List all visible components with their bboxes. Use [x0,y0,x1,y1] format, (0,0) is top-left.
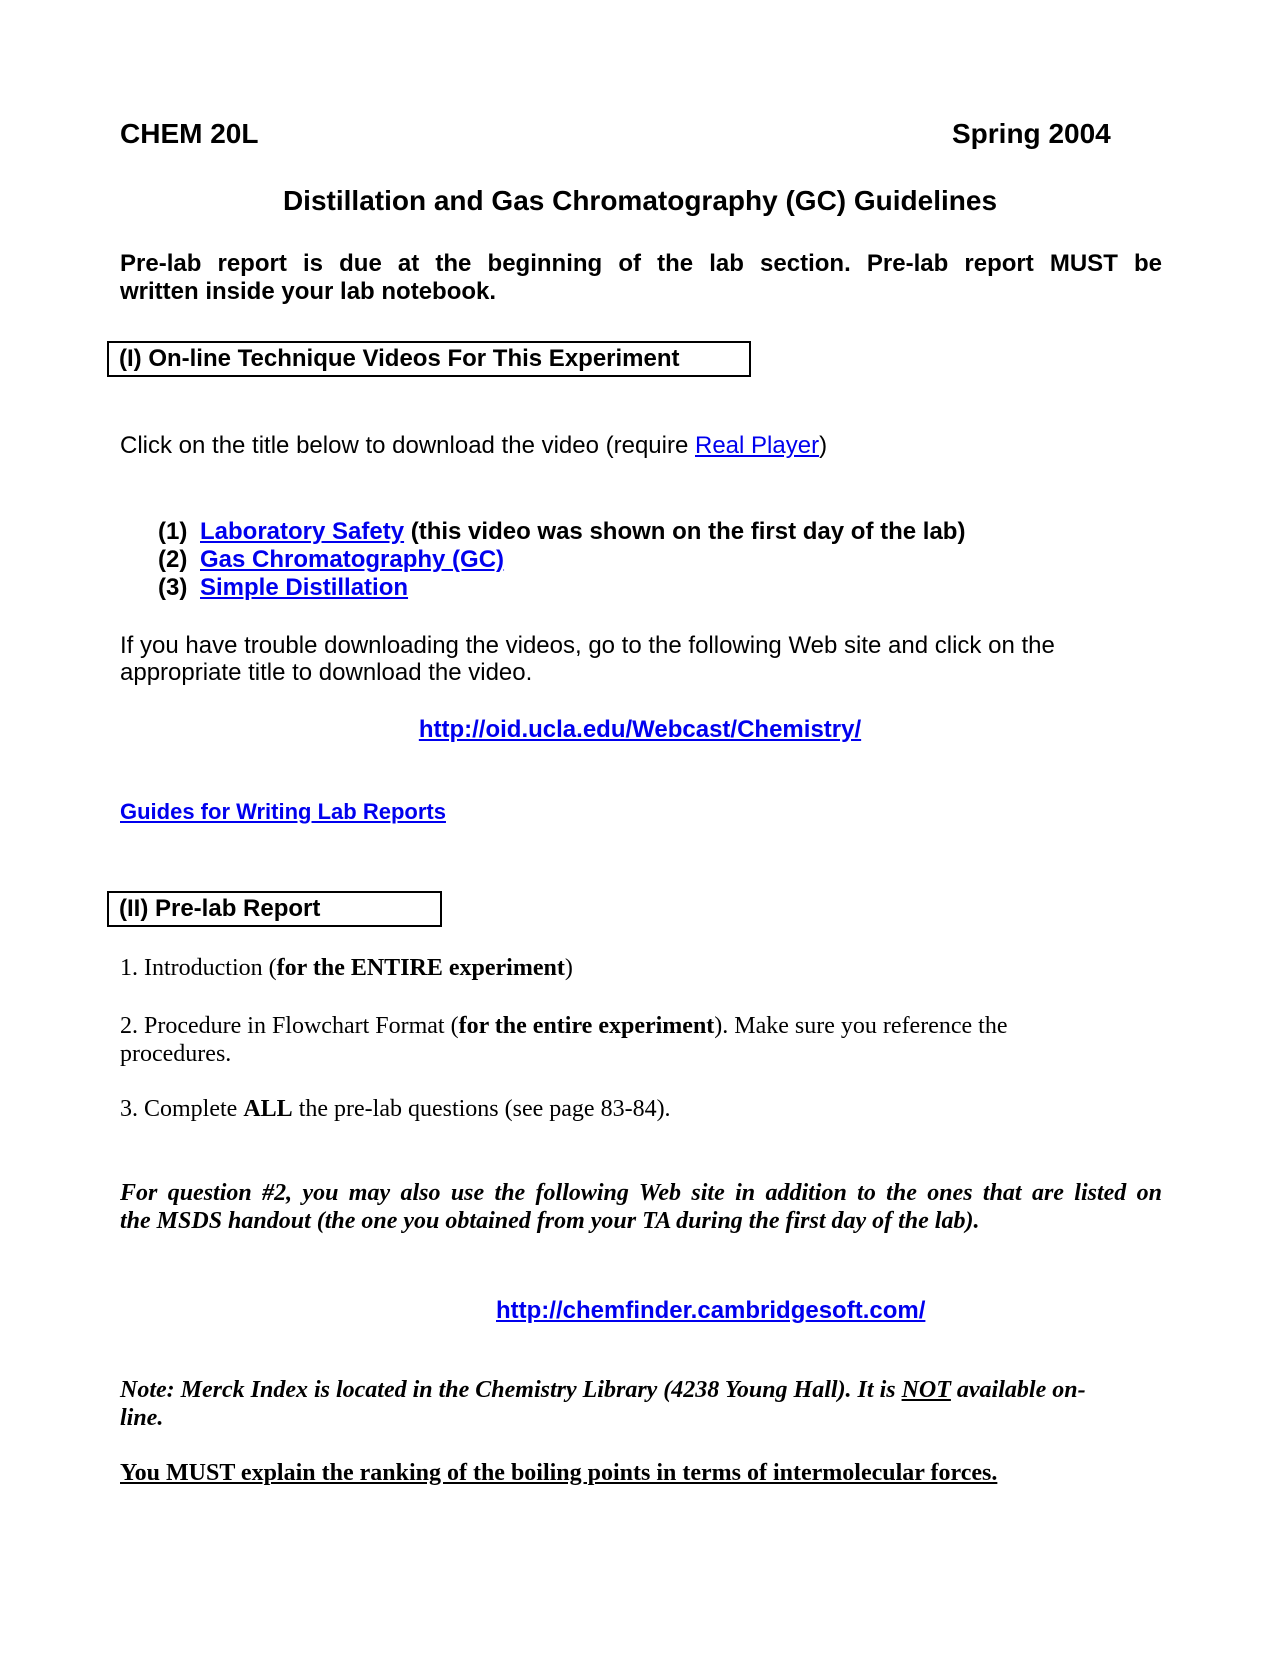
item-2-suffix: ). Make sure you reference the [714,1013,1008,1039]
list-item [158,574,965,602]
list-item [158,546,965,574]
instruction-suffix: ) [819,432,828,459]
item-1-prefix: 1. Introduction ( [120,955,277,981]
section-2-heading-text: (II) Pre-lab Report [119,895,321,922]
merck-suffix: available on- [950,1377,1086,1403]
chemfinder-url-line [496,1297,925,1325]
webcast-url-line [0,716,1280,744]
webcast-url-link[interactable]: http://oid.ucla.edu/Webcast/Chemistry/ [418,716,862,743]
trouble-text [120,632,1055,686]
guides-line [120,799,446,825]
laboratory-safety-link[interactable]: Laboratory Safety [200,518,405,545]
video-number: (3) [158,574,188,601]
intro-line-2: written inside your lab notebook. [120,278,497,305]
term: Spring 2004 [952,118,1111,149]
trouble-line-1: If you have trouble downloading the videos, go to the following Web site and click on the [120,632,1055,659]
list-item [158,518,965,546]
section-1-heading-text: (I) On-line Technique Videos For This Experiment [119,345,680,372]
video-number: (1) [158,518,188,545]
simple-distillation-link[interactable]: Simple Distillation [200,574,409,601]
trouble-line-2: appropriate title to download the video. [120,659,533,686]
section-1-heading [107,341,751,377]
item-1-bold: for the ENTIRE experiment [276,955,565,981]
prelab-item-1 [120,955,573,982]
item-2-line-2: procedures. [120,1041,232,1067]
guides-for-writing-lab-reports-link[interactable]: Guides for Writing Lab Reports [120,799,446,824]
item-1-suffix: ) [564,955,573,981]
merck-prefix: Note: Merck Index is located in the Chemistry Library (4238 Young Hall). It is [120,1377,902,1403]
question-2-note [120,1179,1162,1235]
item-3-suffix: the pre-lab questions (see page 83-84). [292,1096,671,1122]
item-3-prefix: 3. Complete [120,1096,244,1122]
question-note-line-1: For question #2, you may also use the following Web site in addition to the ones that are listed on [120,1180,1162,1206]
merck-line-2: line. [120,1405,164,1431]
section-2-heading [107,891,442,927]
instruction-prefix: Click on the title below to download the video (require [120,432,695,459]
chemfinder-url-link[interactable]: http://chemfinder.cambridgesoft.com/ [496,1297,926,1324]
item-2-bold: for the entire experiment [458,1013,715,1039]
merck-line-1 [120,1376,1180,1404]
item-3-bold: ALL [243,1096,293,1122]
prelab-item-2 [120,1012,1007,1068]
video-list [158,518,965,602]
item-2-prefix: 2. Procedure in Flowchart Format ( [120,1013,459,1039]
final-statement: You MUST explain the ranking of the boiling points in terms of intermolecular forces. [120,1460,998,1486]
page-title: Distillation and Gas Chromatography (GC) Guidelines [282,185,998,216]
gas-chromatography-link[interactable]: Gas Chromatography (GC) [200,546,505,573]
merck-index-note [120,1376,1180,1432]
download-instruction [120,432,827,460]
merck-not: NOT [901,1377,951,1403]
item-2-line-1 [120,1012,1007,1040]
video-note: (this video was shown on the first day of the lab) [404,518,966,545]
real-player-link[interactable]: Real Player [695,432,820,459]
question-note-line-2: the MSDS handout (the one you obtained from your TA during the first day of the lab). [120,1208,980,1234]
video-number: (2) [158,546,188,573]
course-code: CHEM 20L [120,118,259,149]
prelab-item-3 [120,1096,671,1123]
intro-line-1: Pre-lab report is due at the beginning of the lab section. Pre-lab report MUST be [120,250,1162,277]
